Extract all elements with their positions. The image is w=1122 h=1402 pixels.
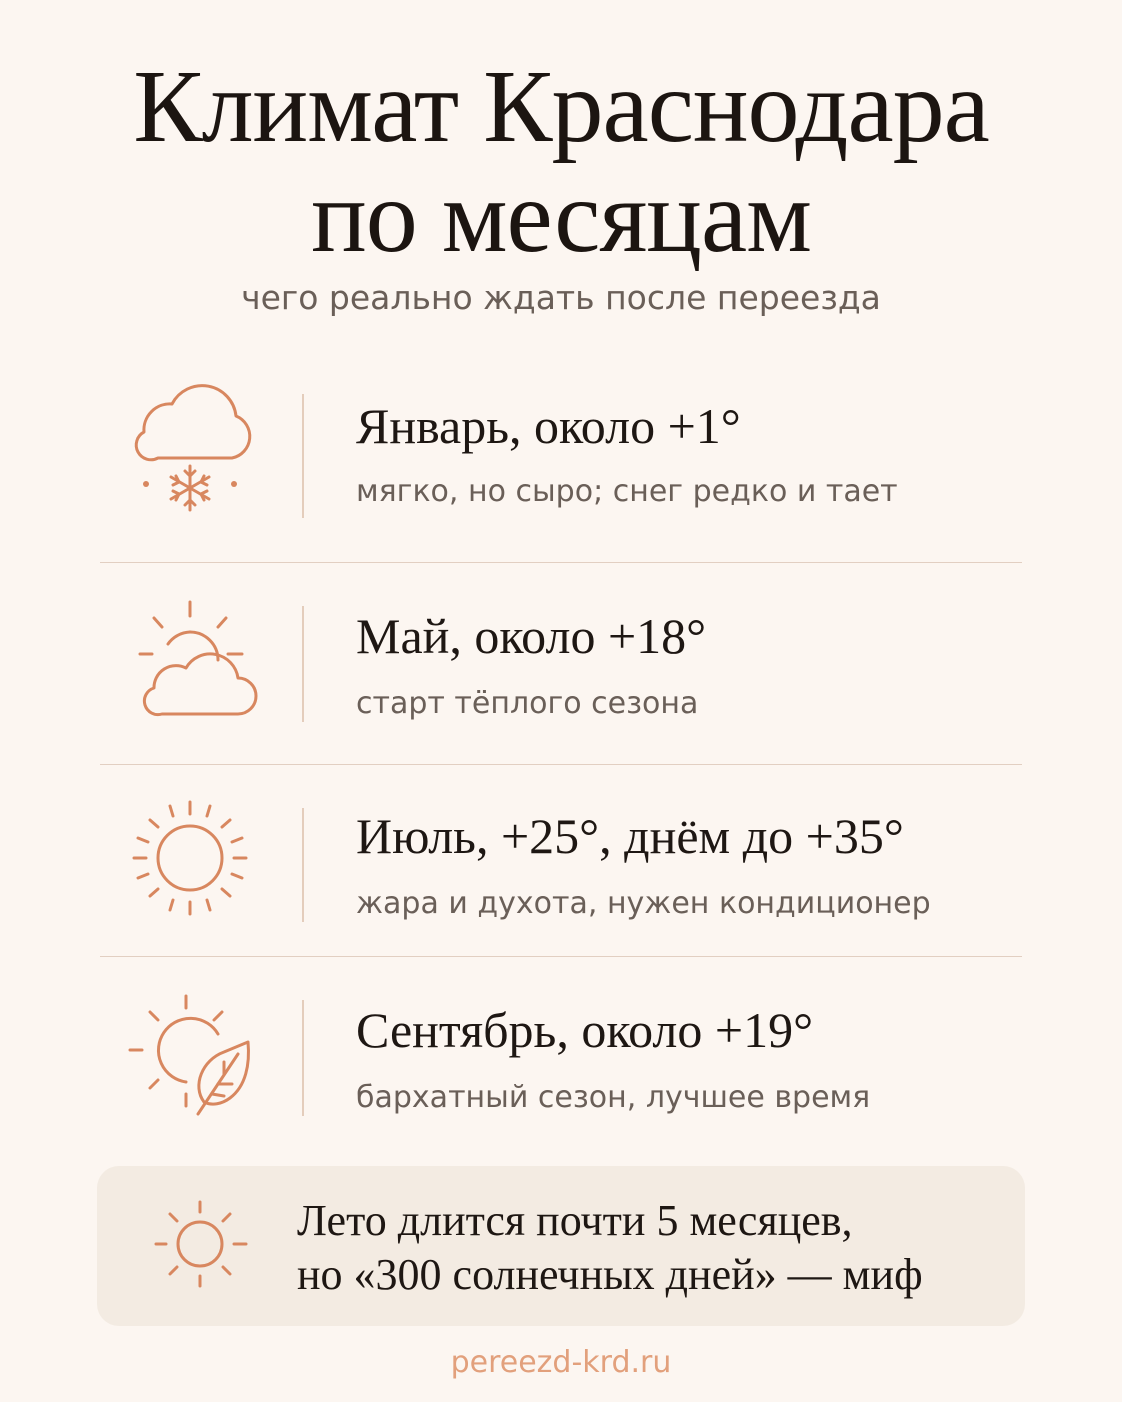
divider xyxy=(100,562,1022,563)
sun-icon xyxy=(152,1196,252,1296)
month-heading: Сентябрь, около +19° xyxy=(356,1002,814,1058)
month-heading: Май, около +18° xyxy=(356,608,707,664)
summary-note xyxy=(97,1166,1025,1326)
month-description: старт тёплого сезона xyxy=(356,686,699,721)
divider xyxy=(100,764,1022,765)
sun-icon xyxy=(120,794,260,934)
month-description: мягко, но сыро; снег редко и тает xyxy=(356,474,898,509)
month-row-september xyxy=(100,990,1022,1130)
cloud-snow-icon xyxy=(120,372,260,512)
month-row-july xyxy=(100,796,1022,936)
month-heading: Июль, +25°, днём до +35° xyxy=(356,808,904,864)
row-separator-line xyxy=(302,1000,304,1116)
title-line-2: по месяцам xyxy=(311,159,811,274)
note-line-1: Лето длится почти 5 месяцев, xyxy=(297,1196,853,1245)
summary-note-text xyxy=(297,1194,923,1302)
month-row-may xyxy=(100,596,1022,736)
month-description: бархатный сезон, лучшее время xyxy=(356,1080,871,1115)
month-row-january xyxy=(100,372,1022,532)
row-separator-line xyxy=(302,606,304,722)
sun-leaf-icon xyxy=(120,990,260,1130)
title-line-1: Климат Краснодара xyxy=(133,49,989,164)
row-separator-line xyxy=(302,808,304,922)
month-description: жара и духота, нужен кондиционер xyxy=(356,886,931,921)
sun-cloud-icon xyxy=(120,596,260,736)
month-heading: Январь, около +1° xyxy=(356,398,741,454)
note-line-2: но «300 солнечных дней» — миф xyxy=(297,1250,923,1299)
site-link[interactable]: pereezd-krd.ru xyxy=(450,1345,672,1380)
divider xyxy=(100,956,1022,957)
page-subtitle: чего реально ждать после переезда xyxy=(241,278,881,317)
page-title xyxy=(0,49,1122,274)
row-separator-line xyxy=(302,394,304,518)
